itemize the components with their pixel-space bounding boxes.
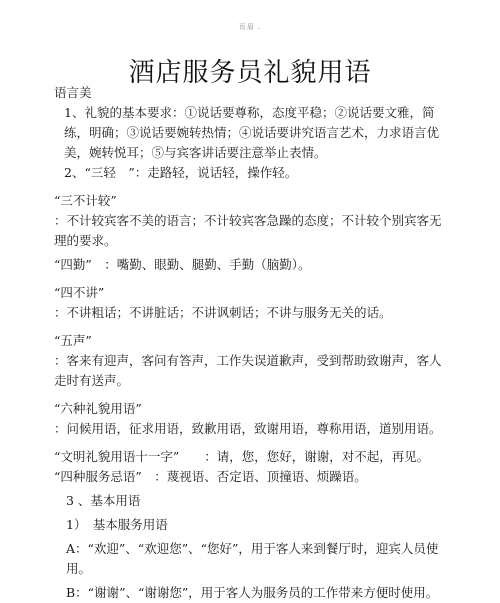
item-a-welcome: A：“欢迎”、“欢迎您”、“您好”，用于客人来到餐厅时，迎宾人员使用。 <box>66 541 439 576</box>
text-three-no-fuss: ：不计较宾客不美的语言；不计较宾客急躁的态度；不计较个别宾客无理的要求。 <box>54 213 442 248</box>
paragraph-basic-requirements: 1、礼貌的基本要求：①说话要尊称，态度平稳；②说话要文雅，简练，明确；③说话要婉转热情；④说话要讲究语言艺术，力求语言优美，婉转悦耳；⑤与宾客讲话要注意举止表情。 <box>64 105 440 160</box>
label-four-no-speak: “四不讲” <box>54 285 105 300</box>
label-six-polite-phrases: “六种礼貌用语” <box>54 401 142 416</box>
text-four-no-speak: ：不讲粗话；不讲脏话；不讲讽刺话；不讲与服务无关的话。 <box>54 305 392 320</box>
label-three-no-fuss: “三不计较” <box>54 193 117 208</box>
section-heading: 语言美 <box>54 85 92 100</box>
item-b-thanks: B：“谢谢”、“谢谢您”，用于客人为服务员的工作带来方便时使用。 <box>66 585 439 600</box>
text-five-voices: ：客来有迎声，客问有答声，工作失误道歉声，受到帮助致谢声，客人走时有送声。 <box>54 353 442 388</box>
page-header-mark: 页眉 . <box>238 23 262 31</box>
subheading-basic-phrases: 3 、基本用语 <box>66 493 141 508</box>
document-body <box>54 83 446 603</box>
text-four-taboos: “四种服务忌语” ：蔑视语、否定语、顶撞语、烦躁语。 <box>54 469 367 484</box>
text-six-polite-phrases: ：问候用语，征求用语，致歉用语，致谢用语，尊称用语，道别用语。 <box>54 421 442 436</box>
subheading-basic-service-phrases: 1） 基本服务用语 <box>66 517 168 532</box>
text-four-diligences: “四勤” ：嘴勤、眼勤、腿勤、手勤（脑勤）。 <box>54 257 311 272</box>
paragraph-three-light: 2、“三轻 ”：走路轻，说话轻，操作轻。 <box>64 165 298 180</box>
page-title: 酒店服务员礼貌用语 <box>128 58 372 88</box>
text-eleven-words: “文明礼貌用语十一字” ：请，您，您好，谢谢，对不起，再见。 <box>54 449 430 464</box>
label-five-voices: “五声” <box>54 333 92 348</box>
